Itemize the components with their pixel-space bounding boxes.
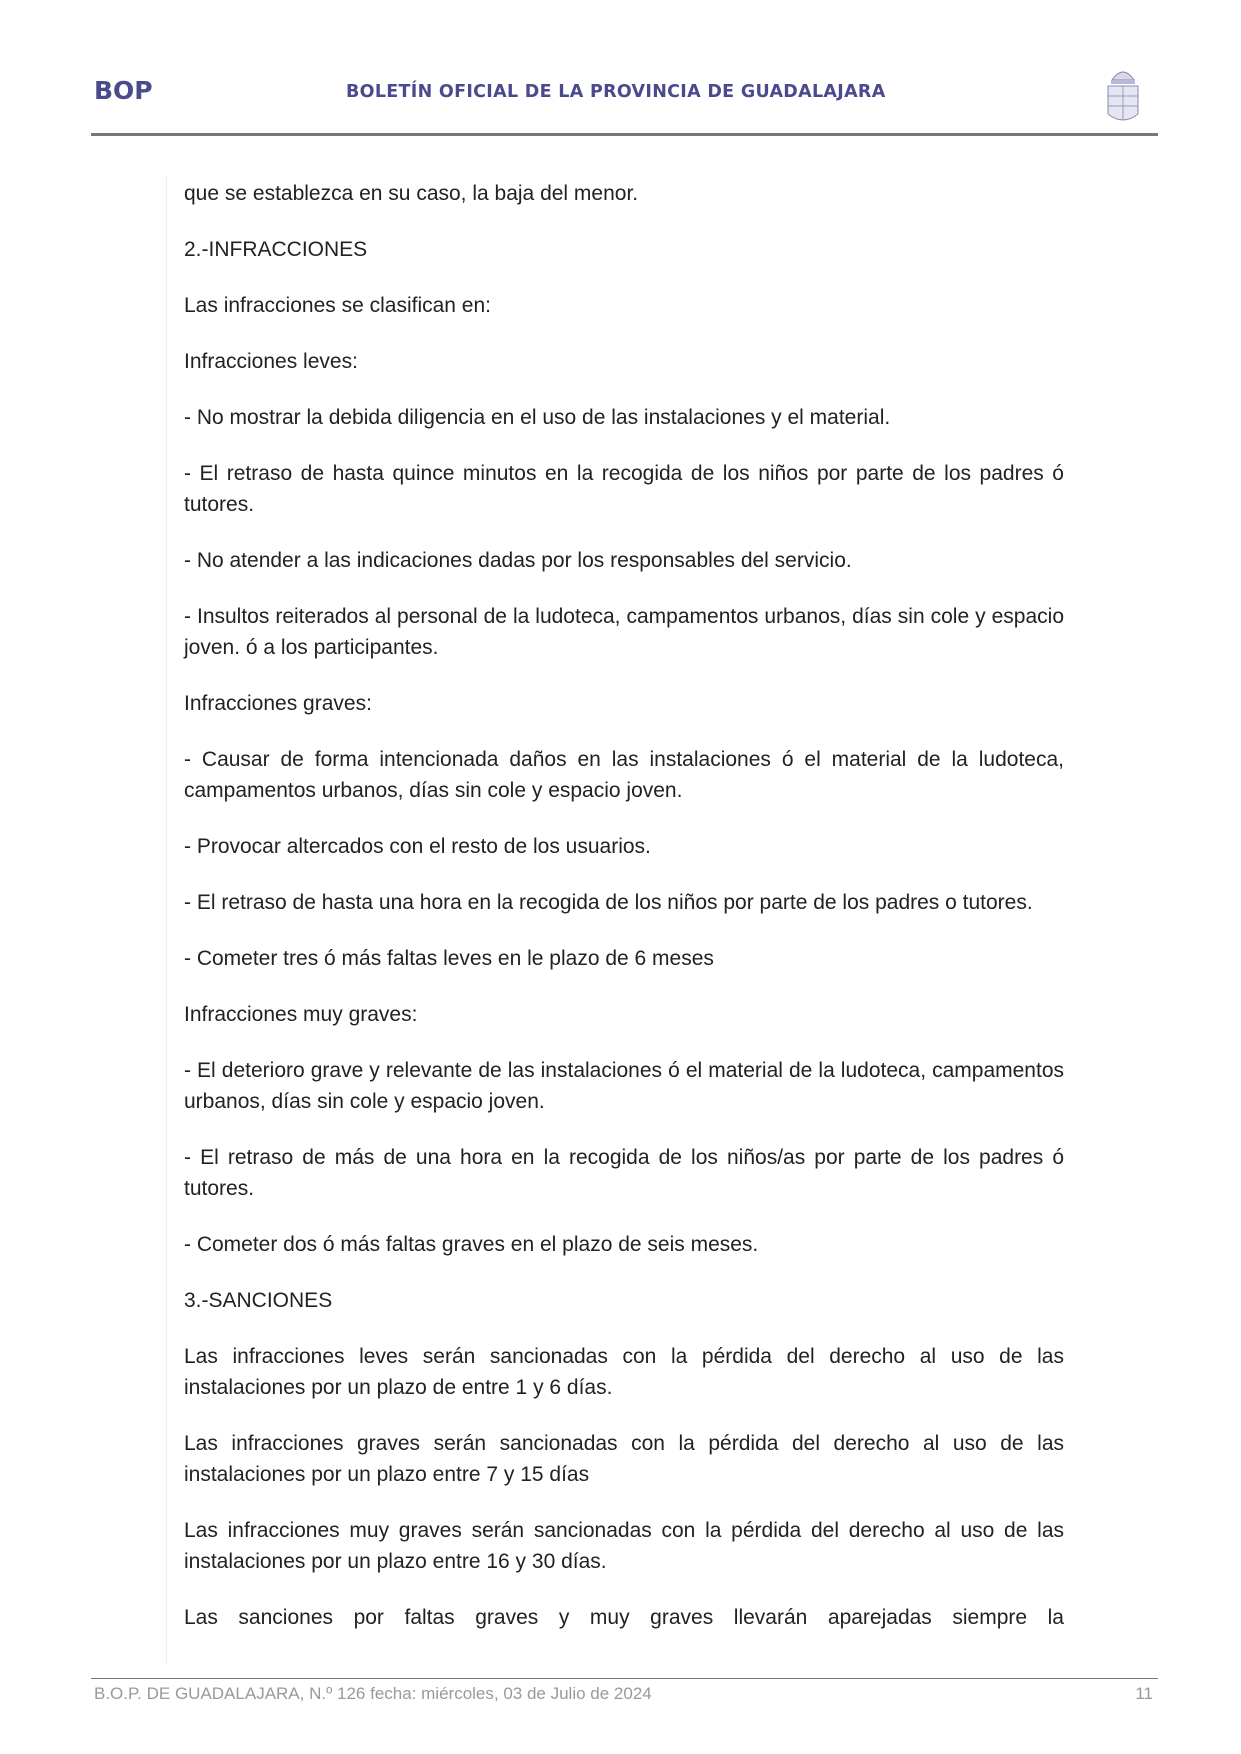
bop-abbr: BOP — [94, 76, 153, 105]
paragraph: Las infracciones graves serán sancionadas con la pérdida del derecho al uso de las instalaciones por un plazo entre 7 y 15 días — [184, 1432, 1064, 1486]
list-item: - Provocar altercados con el resto de los usuarios. — [184, 835, 651, 858]
section-heading: 2.-INFRACCIONES — [184, 238, 368, 261]
subheading: Infracciones leves: — [184, 350, 358, 373]
paragraph: Las infracciones se clasifican en: — [184, 294, 491, 317]
page-number: 11 — [1135, 1684, 1153, 1703]
list-item: - No atender a las indicaciones dadas por los responsables del servicio. — [184, 549, 852, 572]
paragraph: que se establezca en su caso, la baja del menor. — [184, 182, 639, 205]
list-item: - Causar de forma intencionada daños en las instalaciones ó el material de la ludoteca, campamentos urbanos, días sin cole y espacio joven. — [184, 748, 1064, 802]
list-item: - El retraso de hasta quince minutos en la recogida de los niños por parte de los padres ó tutores. — [184, 462, 1064, 516]
coat-of-arms-icon — [1104, 62, 1142, 126]
paragraph: Las infracciones leves serán sancionadas con la pérdida del derecho al uso de las instalaciones por un plazo de entre 1 y 6 días. — [184, 1345, 1064, 1399]
list-item: - Cometer tres ó más faltas leves en le plazo de 6 meses — [184, 947, 714, 970]
document-body — [184, 178, 1064, 1658]
header-title: BOLETÍN OFICIAL DE LA PROVINCIA DE GUADALAJARA — [346, 82, 886, 102]
list-item: - Cometer dos ó más faltas graves en el plazo de seis meses. — [184, 1233, 759, 1256]
list-item: - El retraso de más de una hora en la recogida de los niños/as por parte de los padres ó tutores. — [184, 1146, 1064, 1200]
list-item: - No mostrar la debida diligencia en el uso de las instalaciones y el material. — [184, 406, 891, 429]
header-divider — [91, 133, 1158, 136]
paragraph: Las sanciones por faltas graves y muy graves llevarán aparejadas siempre la — [184, 1606, 1064, 1629]
list-item: - Insultos reiterados al personal de la ludoteca, campamentos urbanos, días sin cole y espacio joven. ó a los participantes. — [184, 605, 1064, 659]
section-heading: 3.-SANCIONES — [184, 1289, 333, 1312]
footer-text: B.O.P. DE GUADALAJARA, N.º 126 fecha: miércoles, 03 de Julio de 2024 — [94, 1684, 652, 1703]
list-item: - El retraso de hasta una hora en la recogida de los niños por parte de los padres o tutores. — [184, 891, 1033, 914]
footer-divider — [91, 1678, 1158, 1679]
list-item: - El deterioro grave y relevante de las instalaciones ó el material de la ludoteca, campamentos urbanos, días sin cole y espacio joven. — [184, 1059, 1064, 1113]
subheading: Infracciones muy graves: — [184, 1003, 418, 1026]
margin-line — [166, 175, 167, 1665]
paragraph: Las infracciones muy graves serán sancionadas con la pérdida del derecho al uso de las instalaciones por un plazo entre 16 y 30 días. — [184, 1519, 1064, 1573]
subheading: Infracciones graves: — [184, 692, 372, 715]
